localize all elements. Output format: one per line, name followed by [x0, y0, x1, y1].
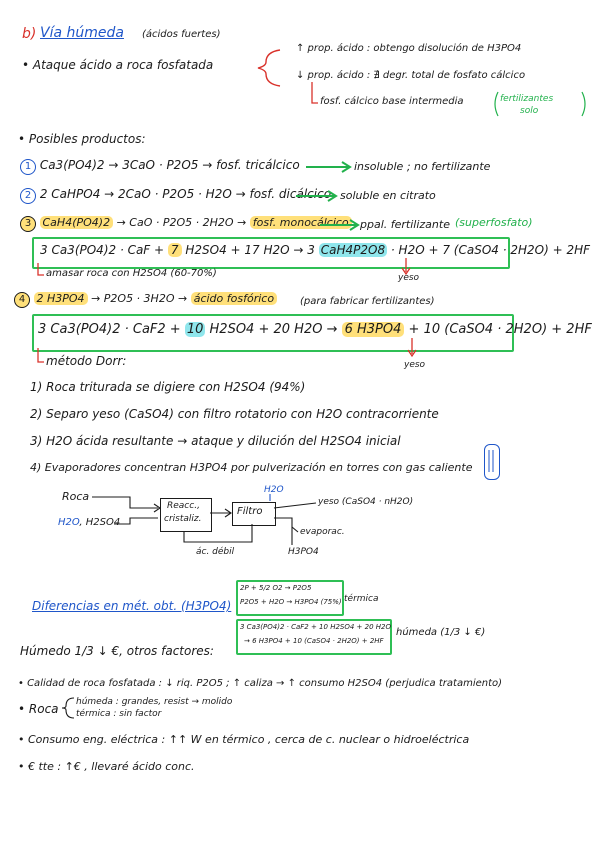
input-water: H2O — [58, 517, 80, 528]
eq4-gypsum: yeso — [404, 360, 426, 370]
fertilizer-note: fertilizantes — [500, 94, 554, 104]
dorr-step-2: 2) Separo yeso (CaSO4) con filtro rotatorio con H2O contracorriente — [30, 407, 439, 421]
reactor-label-1: Reacc., — [167, 501, 200, 511]
water-in: H2O — [264, 485, 284, 495]
dorr-step-4: 4) Evaporadores concentran H3PO4 por pulverización en torres con gas caliente — [30, 461, 473, 474]
attack-bullet: • Ataque ácido a roca fosfatada — [22, 58, 214, 72]
eq4-part-c: H2SO4 + 20 H2O → — [209, 322, 338, 337]
branch-intermediate: fosf. cálcico base intermedia — [320, 96, 464, 107]
eq3-part-a: 3 Ca3(PO4)2 · CaF + — [40, 243, 165, 257]
product-4-compound: 2 H3PO4 — [34, 292, 88, 305]
diff-bullet-transport: • € tte : ↑€ , llevaré ácido conc. — [18, 760, 195, 773]
thermal-label: térmica — [344, 594, 379, 604]
eq4-part-e: + 10 (CaSO4 · 2H2O) + 2HF — [408, 322, 592, 337]
eq3-part-c: H2SO4 + 17 H2O → 3 — [185, 243, 315, 257]
diff-bullet-roca: • Roca — [18, 702, 59, 716]
weak-acid-recycle: ác. débil — [196, 547, 235, 557]
eq3-product: CaH4P2O8 — [320, 243, 386, 257]
eq3-coef: 7 — [168, 243, 182, 257]
gypsum-out: yeso (CaSO4 · nH2O) — [318, 497, 414, 507]
number-3-icon: 3 — [20, 216, 36, 232]
section-subtitle: (ácidos fuertes) — [142, 29, 221, 40]
product-1-result: insoluble ; no fertilizante — [354, 160, 491, 173]
thermal-eq-1: 2P + 5/2 O2 → P2O5 — [240, 584, 312, 592]
number-2-icon: 2 — [20, 188, 36, 204]
branch-high-acid: ↑ prop. ácido : obtengo disolución de H3PO4 — [296, 43, 522, 54]
roca-wet: húmeda : grandes, resist → molido — [76, 697, 233, 707]
product-4-name: ácido fosfórico — [191, 292, 277, 305]
acid-out: H3PO4 — [288, 547, 319, 557]
thermal-eq-2: P2O5 + H2O → H3PO4 (75%) — [240, 598, 342, 606]
dorr-step-1: 1) Roca triturada se digiere con H2SO4 (94%) — [30, 380, 306, 394]
input-sulfuric: , H2SO4 — [79, 517, 121, 528]
evaporation-label: evaporac. — [300, 527, 345, 537]
dorr-title: método Dorr: — [46, 354, 127, 368]
section-title: Vía húmeda — [40, 25, 124, 41]
input-roca: Roca — [62, 490, 90, 503]
diff-bullet-electric: • Consumo eng. eléctrica : ↑↑ W en térmico , cerca de c. nuclear o hidroeléctrica — [18, 733, 470, 746]
differences-intro: Húmedo 1/3 ↓ €, otros factores: — [20, 644, 214, 658]
product-4-middle: → P2O5 · 3H2O → — [91, 292, 188, 305]
differences-title: Diferencias en mét. obt. (H3PO4) — [32, 599, 232, 613]
wet-label: húmeda (1/3 ↓ €) — [396, 627, 486, 638]
product-2-formula: 2 CaHPO4 → 2CaO · P2O5 · H2O → fosf. dicálcico — [39, 187, 332, 201]
wet-eq-1: 3 Ca3(PO4)2 · CaF2 + 10 H2SO4 + 20 H2O — [240, 623, 391, 631]
eq3-part-e: · H2O + 7 (CaSO4 · 2H2O) + 2HF — [390, 243, 591, 257]
eq4-product: 6 H3PO4 — [342, 322, 405, 337]
number-4-icon: 4 — [14, 292, 30, 308]
product-3-compound: CaH4(PO4)2 — [40, 216, 114, 229]
branch-low-acid: ↓ prop. ácido : ∄ degr. total de fosfato cálcico — [296, 70, 526, 81]
eq3-note: amasar roca con H2SO4 (60-70%) — [46, 268, 217, 279]
product-1-formula: Ca3(PO4)2 → 3CaO · P2O5 → fosf. tricálcico — [39, 158, 300, 172]
number-1-icon: 1 — [20, 159, 36, 175]
product-3-note: (superfosfato) — [455, 216, 533, 229]
reactor-label-2: cristaliz. — [164, 514, 202, 524]
product-4-note: (para fabricar fertilizantes) — [300, 296, 435, 307]
products-heading: • Posibles productos: — [18, 132, 146, 146]
section-letter: b) — [22, 26, 37, 42]
eq4-part-a: 3 Ca3(PO4)2 · CaF2 + — [38, 322, 181, 337]
eq4-coef: 10 — [186, 322, 204, 337]
eq3-gypsum: yeso — [398, 273, 420, 283]
product-3-result: ppal. fertilizante — [360, 218, 450, 231]
dorr-step-3: 3) H2O ácida resultante → ataque y dilución del H2SO4 inicial — [30, 434, 401, 448]
filter-label: Filtro — [237, 506, 263, 517]
product-2-result: soluble en citrato — [340, 189, 436, 202]
wet-eq-2: → 6 H3PO4 + 10 (CaSO4 · 2H2O) + 2HF — [244, 637, 384, 645]
diff-bullet-quality: • Calidad de roca fosfatada : ↓ riq. P2O5 ; ↑ caliza → ↑ consumo H2SO4 (perjudica tratamiento) — [18, 678, 503, 689]
product-3-name: fosf. monocálcico — [250, 216, 352, 229]
product-3-middle: → CaO · P2O5 · 2H2O → — [116, 216, 247, 229]
fertilizer-note-2: solo — [520, 106, 539, 116]
roca-thermal: térmica : sin factor — [76, 709, 162, 719]
